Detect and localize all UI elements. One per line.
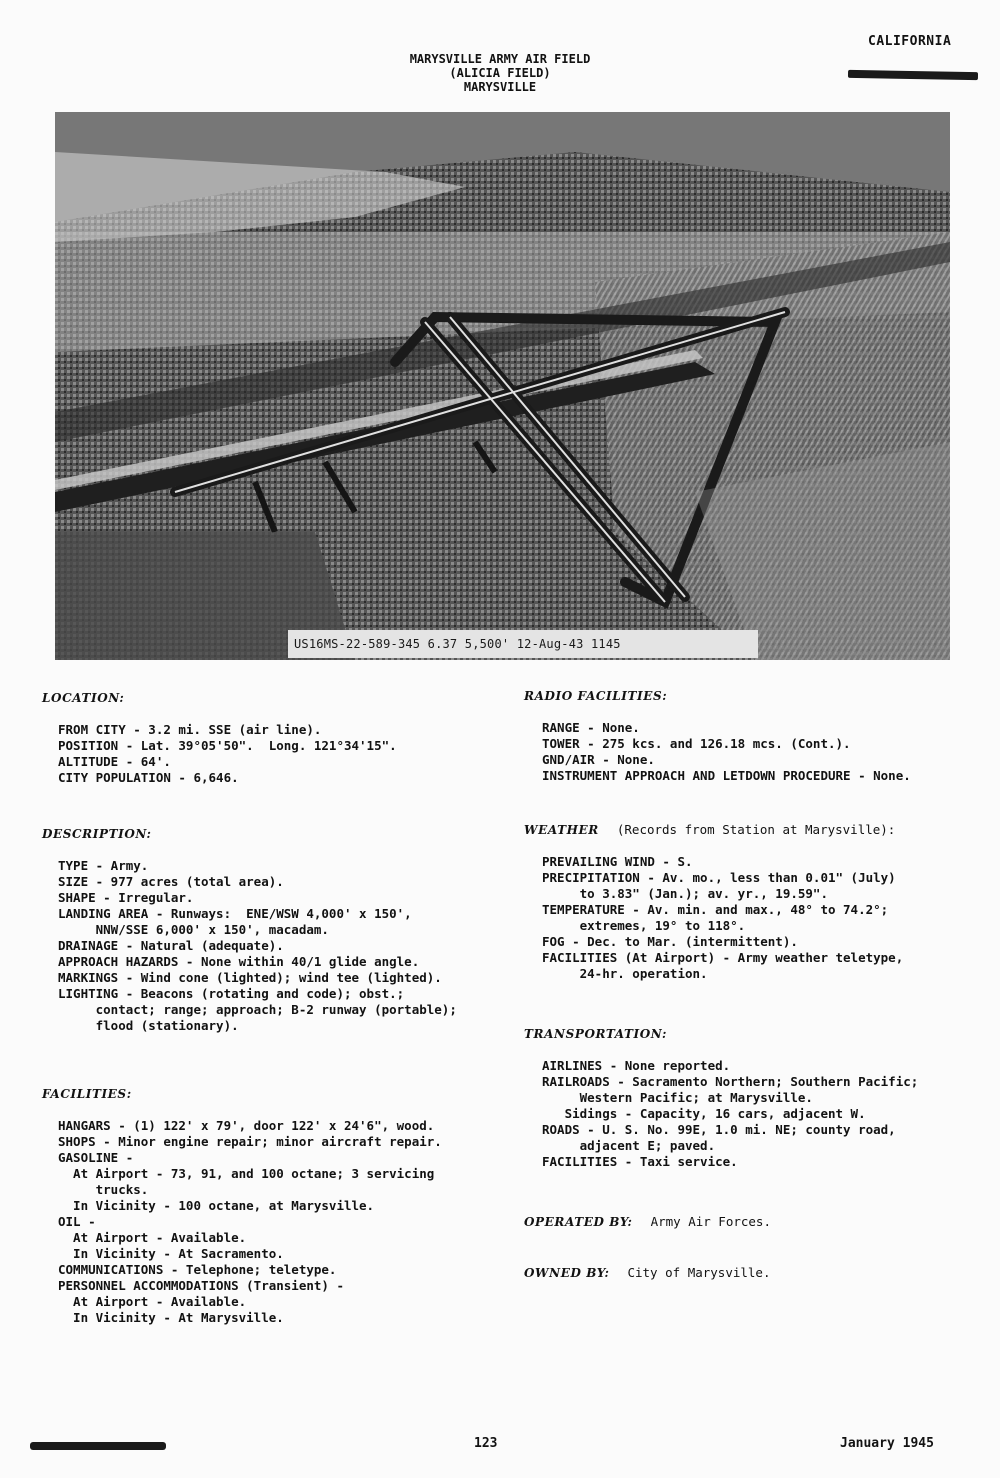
redaction-mark-bottom — [30, 1442, 166, 1450]
airfield-title — [340, 52, 660, 94]
state-label: CALIFORNIA — [868, 34, 952, 49]
description-line: NNW/SSE 6,000' x 150', macadam. — [58, 922, 329, 937]
radio-line: TOWER - 275 kcs. and 126.18 mcs. (Cont.). — [542, 736, 851, 751]
description-line: SHAPE - Irregular. — [58, 890, 194, 905]
facilities-line: PERSONNEL ACCOMMODATIONS (Transient) - — [58, 1278, 344, 1293]
weather-line: PRECIPITATION - Av. mo., less than 0.01" (July) — [542, 870, 896, 885]
facilities-line: At Airport - Available. — [58, 1294, 247, 1309]
radio-line: GND/AIR - None. — [542, 752, 655, 767]
facilities-line: In Vicinity - At Sacramento. — [58, 1246, 284, 1261]
operated-by-value: Army Air Forces. — [650, 1214, 771, 1229]
photo-caption: US16MS-22-589-345 6.37 5,500' 12-Aug-43 1145 — [288, 630, 758, 658]
facilities-line: At Airport - Available. — [58, 1230, 247, 1245]
facilities-section — [42, 1086, 442, 1326]
title-line: MARYSVILLE ARMY AIR FIELD — [409, 52, 591, 66]
transportation-line: adjacent E; paved. — [542, 1138, 716, 1153]
weather-line: FACILITIES (At Airport) - Army weather teletype, — [542, 950, 904, 965]
publication-date: January 1945 — [840, 1436, 934, 1451]
location-line: CITY POPULATION - 6,646. — [58, 770, 239, 785]
page-number: 123 — [474, 1436, 498, 1451]
facilities-line: In Vicinity - At Marysville. — [58, 1310, 284, 1325]
radio-facilities-heading: RADIO FACILITIES: — [524, 689, 668, 703]
facilities-line: HANGARS - (1) 122' x 79', door 122' x 24'6", wood. — [58, 1118, 435, 1133]
radio-line: INSTRUMENT APPROACH AND LETDOWN PROCEDURE - None. — [542, 768, 911, 783]
owned-by-heading: OWNED BY: — [524, 1266, 610, 1280]
redaction-mark-top — [848, 70, 978, 80]
description-line: LANDING AREA - Runways: ENE/WSW 4,000' x 150', — [58, 906, 412, 921]
description-line: MARKINGS - Wind cone (lighted); wind tee (lighted). — [58, 970, 442, 985]
weather-line: PREVAILING WIND - S. — [542, 854, 693, 869]
owned-by-value: City of Marysville. — [627, 1265, 771, 1280]
facilities-line: COMMUNICATIONS - Telephone; teletype. — [58, 1262, 337, 1277]
weather-line: extremes, 19° to 118°. — [542, 918, 746, 933]
location-line: FROM CITY - 3.2 mi. SSE (air line). — [58, 722, 322, 737]
weather-line: to 3.83" (Jan.); av. yr., 19.59". — [542, 886, 828, 901]
location-line: POSITION - Lat. 39°05'50". Long. 121°34'15". — [58, 738, 397, 753]
transportation-heading: TRANSPORTATION: — [524, 1027, 667, 1041]
location-line: ALTITUDE - 64'. — [58, 754, 171, 769]
facilities-line: OIL - — [58, 1214, 96, 1229]
facilities-line: GASOLINE - — [58, 1150, 134, 1165]
aerial-photo-image — [55, 112, 950, 660]
description-line: SIZE - 977 acres (total area). — [58, 874, 284, 889]
weather-line: 24-hr. operation. — [542, 966, 708, 981]
description-line: flood (stationary). — [58, 1018, 239, 1033]
facilities-line: trucks. — [58, 1182, 149, 1197]
operated-by-heading: OPERATED BY: — [524, 1215, 633, 1229]
weather-section — [524, 822, 903, 982]
location-heading: LOCATION: — [42, 691, 125, 705]
facilities-line: In Vicinity - 100 octane, at Marysville. — [58, 1198, 375, 1213]
description-heading: DESCRIPTION: — [42, 827, 152, 841]
transportation-line: AIRLINES - None reported. — [542, 1058, 731, 1073]
facilities-heading: FACILITIES: — [42, 1087, 132, 1101]
weather-line: FOG - Dec. to Mar. (intermittent). — [542, 934, 798, 949]
radio-line: RANGE - None. — [542, 720, 640, 735]
owned-by-section — [524, 1265, 770, 1281]
transportation-line: RAILROADS - Sacramento Northern; Southern Pacific; — [542, 1074, 919, 1089]
title-line: MARYSVILLE — [463, 80, 537, 94]
transportation-line: Sidings - Capacity, 16 cars, adjacent W. — [542, 1106, 866, 1121]
operated-by-section — [524, 1214, 771, 1230]
description-line: DRAINAGE - Natural (adequate). — [58, 938, 284, 953]
weather-note: (Records from Station at Marysville): — [616, 822, 896, 837]
facilities-line: SHOPS - Minor engine repair; minor aircraft repair. — [58, 1134, 442, 1149]
transportation-line: Western Pacific; at Marysville. — [542, 1090, 813, 1105]
facilities-line: At Airport - 73, 91, and 100 octane; 3 servicing — [58, 1166, 435, 1181]
aerial-photograph — [55, 112, 950, 660]
transportation-line: ROADS - U. S. No. 99E, 1.0 mi. NE; county road, — [542, 1122, 896, 1137]
location-section — [42, 690, 397, 786]
weather-line: TEMPERATURE - Av. min. and max., 48° to 74.2°; — [542, 902, 889, 917]
transportation-section — [524, 1026, 918, 1170]
description-line: APPROACH HAZARDS - None within 40/1 glide angle. — [58, 954, 420, 969]
radio-facilities-section — [524, 688, 911, 784]
weather-heading: WEATHER — [524, 823, 599, 837]
transportation-line: FACILITIES - Taxi service. — [542, 1154, 738, 1169]
description-line: contact; range; approach; B-2 runway (portable); — [58, 1002, 457, 1017]
description-line: TYPE - Army. — [58, 858, 149, 873]
description-section — [42, 826, 457, 1034]
title-line: (ALICIA FIELD) — [449, 66, 551, 80]
description-line: LIGHTING - Beacons (rotating and code); obst.; — [58, 986, 405, 1001]
